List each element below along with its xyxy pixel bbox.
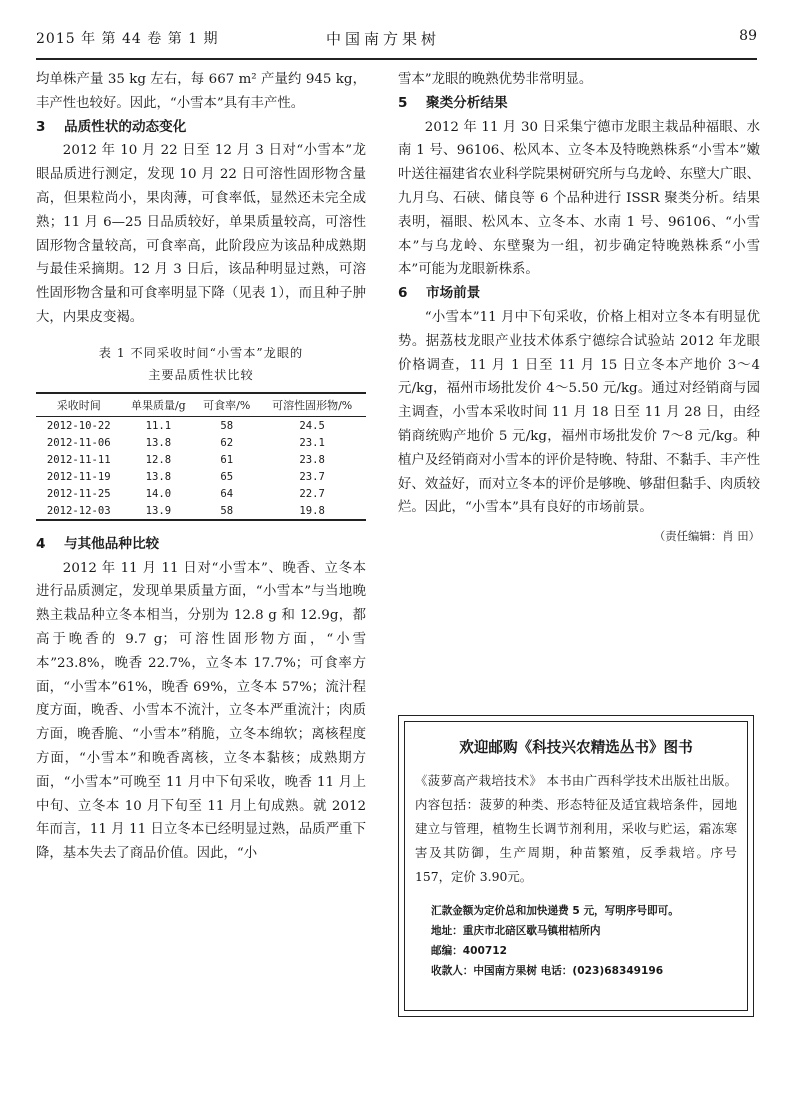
table-cell: 23.1 — [299, 436, 325, 449]
paragraph-continued: 均单株产量 35 kg 左右，每 667 m² 产量约 945 kg，丰产性也较好。因此，“小雪本”具有丰产性。 — [36, 72, 366, 111]
table-cell: 65 — [220, 470, 234, 483]
table-cell: 23.7 — [299, 470, 325, 483]
ad-info-line: 邮编：400712 — [431, 945, 508, 957]
table-row — [36, 451, 366, 468]
paragraph: 2012 年 11 月 30 日采集宁德市龙眼主栽品种福眼、水南 1 号、96106、松风本、立冬本及特晚熟株系“小雪本”嫩叶送往福建省农业科学院果树研究所与乌龙岭、东壁大广眼、九月乌、石硖、储良等 6 个品种进行 ISSR 聚类分析。结果表明，福眼、松风本、立冬本、水南 1 号、96106、“小雪本”与乌龙岭、东壁聚为一组，初步确定特晚熟株系“小雪本”可能为龙眼新株系。 — [398, 119, 760, 278]
table-cell: 61 — [220, 453, 234, 466]
table-cell: 62 — [220, 436, 234, 449]
journal-issue: 2015 年 第 44 卷 第 1 期 — [36, 31, 219, 47]
table-cell: 11.1 — [145, 419, 172, 432]
table-cell: 13.8 — [145, 470, 172, 483]
section-number: 4 — [36, 535, 46, 552]
table-cell: 58 — [195, 502, 258, 520]
ad-inner-frame — [404, 721, 748, 1011]
ad-info-line: 收款人：中国南方果树 电话：(023)68349196 — [431, 965, 664, 977]
section-heading-6 — [398, 282, 760, 306]
table-cell: 23.8 — [299, 453, 325, 466]
table-cell: 2012-11-06 — [46, 436, 111, 449]
table-cell: 58 — [220, 419, 234, 432]
table-header-row — [36, 393, 366, 417]
table-header-cell: 可溶性固形物/% — [258, 393, 366, 417]
table-cell: 22.7 — [299, 487, 325, 500]
table-cell: 2012-11-19 — [46, 470, 111, 483]
table-caption-line: 主要品质性状比较 — [148, 367, 254, 382]
section-title: 市场前景 — [426, 285, 481, 302]
table-caption-line: 表 1 不同采收时间“小雪本”龙眼的 — [98, 345, 304, 360]
table-row — [36, 502, 366, 520]
ad-order-info — [415, 901, 737, 981]
ad-body: 《菠萝高产栽培技术》 本书由广西科学技术出版社出版。内容包括：菠萝的种类、形态特征及适宜栽培条件，园地建立与管理，植物生长调节剂利用，采收与贮运，霜冻寒害及其防御，生产周期，种苗繁殖，反季栽培。序号 157，定价 3.90元。 — [415, 773, 737, 884]
table-cell: 19.8 — [258, 502, 366, 520]
ad-info-line: 汇款金额为定价总和加快递费 5 元，写明序号即可。 — [431, 905, 679, 917]
table-cell: 2012-12-03 — [36, 502, 122, 520]
section-heading-4 — [36, 533, 366, 557]
paragraph-continued: 雪本”龙眼的晚熟优势非常明显。 — [398, 72, 593, 87]
table-cell: 13.8 — [145, 436, 172, 449]
responsible-editor: （责任编辑：肖 田） — [653, 529, 760, 544]
page-number: 89 — [739, 28, 757, 44]
section-title: 与其他品种比较 — [64, 535, 160, 552]
header-rule — [36, 58, 757, 60]
table-header-cell: 单果质量/g — [122, 393, 195, 417]
table-header-cell: 采收时间 — [36, 393, 122, 417]
table-cell: 2012-11-25 — [46, 487, 111, 500]
section-heading-5 — [398, 92, 760, 116]
table-cell: 2012-10-22 — [46, 419, 111, 432]
running-header — [36, 28, 757, 54]
table-row — [36, 468, 366, 485]
paragraph: 2012 年 11 月 11 日对“小雪本”、晚香、立冬本进行品质测定，发现单果质量方面，“小雪本”与当地晚熟主栽品种立冬本相当，分别为 12.8 g 和 12.9g，都高于晚香的 9.7 g；可溶性固形物方面，“小雪本”23.8%，晚香 22.7%，立冬本 17.7%；可食率方面，“小雪本”61%，晚香 69%，立冬本 57%；流汁程度方面，晚香、小雪本不流汁，立冬本严重流汁；肉质方面，晚香脆、“小雪本”稍脆，立冬本绵软；离核程度方面，“小雪本”和晚香离核，立冬本黏核；成熟期方面，“小雪本”可晚至 11 月中下旬采收，晚香 11 月上中旬、立冬本 10 月下旬至 11 月上旬成熟。就 2012 年而言，11 月 11 日立冬本已经明显过熟，品质严重下降，基本失去了商品价值。因此，“小 — [36, 560, 366, 862]
journal-title: 中国南方果树 — [326, 30, 441, 48]
section-number: 6 — [398, 285, 408, 302]
paragraph: 2012 年 10 月 22 日至 12 月 3 日对“小雪本”龙眼品质进行测定，发现 10 月 22 日可溶性固形物含量高，但果粒尚小，果肉薄，可食率低，显然还未完全成熟；11 月 6—25 日品质较好，单果质量较高，可溶性固形物含量较高，可食率高，此阶段应为该品种成熟期与最佳采摘期。12 月 3 日后，该品种明显过熟，可溶性固形物含量和可食率明显下降（见表 1），而且种子肿大，内果皮变褐。 — [36, 143, 366, 325]
section-title: 品质性状的动态变化 — [64, 118, 187, 135]
ad-title: 欢迎邮购《科技兴农精选丛书》图书 — [459, 739, 693, 756]
left-column — [36, 68, 366, 866]
table-row — [36, 434, 366, 451]
section-heading-3 — [36, 116, 366, 140]
right-column — [398, 68, 760, 544]
paragraph: “小雪本”11 月中下旬采收，价格上相对立冬本有明显优势。据荔枝龙眼产业技术体系宁德综合试验站 2012 年龙眼价格调查，11 月 1 日至 11 月 15 日立冬本产地价 3～4 元/kg，福州市场批发价 4～5.50 元/kg。通过对经销商与园主调查，小雪本采收时间 11 月 18 日至 11 月 28 日，由经销商统购产地价 5 元/kg，福州市场批发价 7～8 元/kg。种植户及经销商对小雪本的评价是特晚、特甜、不黏手、丰产性好、效益好，而对立冬本的评价是够晚、够甜但黏手、肉质较烂。因此，“小雪本”具有良好的市场前景。 — [398, 309, 760, 516]
table-header-cell: 可食率/% — [195, 393, 258, 417]
book-advertisement — [398, 715, 754, 1017]
section-number: 3 — [36, 118, 46, 135]
quality-table — [36, 392, 366, 521]
table-row — [36, 485, 366, 502]
table-cell: 24.5 — [299, 419, 325, 432]
table-caption — [36, 342, 366, 386]
table-cell: 13.9 — [122, 502, 195, 520]
ad-info-line: 地址：重庆市北碚区歇马镇柑桔所内 — [431, 925, 601, 937]
table-cell: 14.0 — [145, 487, 172, 500]
section-number: 5 — [398, 94, 408, 111]
table-cell: 2012-11-11 — [46, 453, 111, 466]
section-title: 聚类分析结果 — [426, 94, 508, 111]
table-row — [36, 416, 366, 434]
table-cell: 64 — [220, 487, 234, 500]
table-cell: 12.8 — [145, 453, 172, 466]
